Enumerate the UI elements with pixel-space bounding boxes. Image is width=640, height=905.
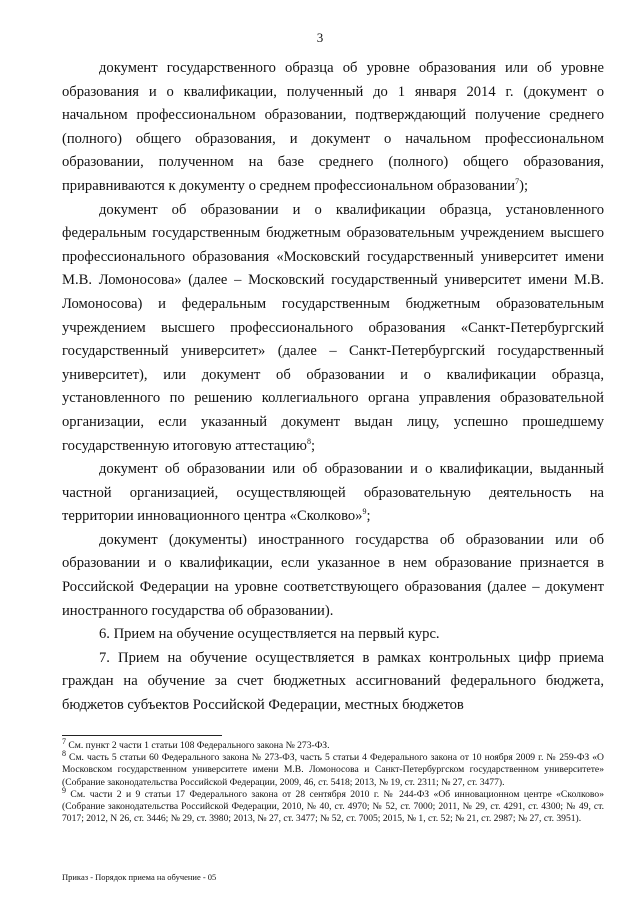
footnote-9: $^9$ См. части 2 и 9 статьи 17 Федерального закона от 28 сентября 2010 г. № 244-ФЗ «Об инновационном центре «Сколково» (Собрание законодательства Российской Федерации, 2010, № 40, ст. 4970; № 52, ст. 7000; 2011, № 29, ст. 4291, ст. 4300; № 49, ст. 7017; 2012, N 26, ст. 3446; № 29, ст. 3980; 2013, № 27, ст. 3477; № 52, ст. 7005; 2015, № 1, ст. 52; № 21, ст. 2987; № 27, ст. 3951). xyxy=(62,785,604,825)
footnote-7: $^7$ См. пункт 2 части 1 статьи 108 Федерального закона № 273-ФЗ. xyxy=(62,736,330,751)
page-number: 3 xyxy=(316,30,324,45)
footnotes xyxy=(62,736,604,825)
paragraph-1: документ государственного образца об уровне образования или об уровне образования и о квалификации, полученный до 1 января 2014 г. (документ о начальном профессиональном образовании, подтверждающий получение среднего (полного) общего образования, и документ о начальном профессиональном образовании, полученном на базе среднего (полного) общего образования, приравниваются к документу о среднем профессиональном образовании$^7$); xyxy=(62,60,604,194)
paragraph-2: документ об образовании и о квалификации образца, установленного федеральным государственным бюджетным образовательным учреждением высшего профессионального образования «Московский государственный университет имени М.В. Ломоносова» (далее – Московский государственный университет имени М.В. Ломоносова) и федеральным государственным бюджетным образовательным учреждением высшего профессионального образования «Санкт-Петербургский государственный университет» (далее – Санкт-Петербургский государственный университет), или документ об образовании и о квалификации образца, установленного по решению коллегиального органа управления образовательной организации, если указанный документ выдан лицу, успешно прошедшему государственную итоговую аттестацию$^8$; xyxy=(62,201,604,454)
footnote-ref-8: 8 xyxy=(306,436,311,446)
document-footer: Приказ - Порядок приема на обучение - 05 xyxy=(62,872,217,882)
footnote-ref-9: 9 xyxy=(362,507,367,517)
footnote-8: $^8$ См. часть 5 статьи 60 Федерального закона № 273-ФЗ, часть 5 статьи 4 Федерального закона от 10 ноября 2009 г. № 259-ФЗ «О Московском государственном университете имени М.В. Ломоносова и Санкт-Петербургском государственном университете» (Собрание законодательства Российской Федерации, 2009, 46, ст. 5418; 2013, № 19, ст. 2311; № 27, ст. 3477). xyxy=(62,749,604,788)
paragraph-6: 7. Прием на обучение осуществляется в рамках контрольных цифр приема граждан на обучение за счет бюджетных ассигнований федерального бюджета, бюджетов субъектов Российской Федерации, местных бюджетов xyxy=(62,649,604,714)
paragraph-4: документ (документы) иностранного государства об образовании или об образовании и о квалификации, если указанное в нем образование признается в Российской Федерации на уровне соответствующего образования (далее – документ иностранного государства об образовании). xyxy=(62,531,604,619)
footnote-separator xyxy=(62,735,222,736)
footnote-ref-7: 7 xyxy=(515,177,520,187)
document-body xyxy=(62,57,604,718)
paragraph-5: 6. Прием на обучение осуществляется на первый курс. xyxy=(99,626,440,643)
paragraph-3: документ об образовании или об образовании и о квалификации, выданный частной организацией, осуществляющей образовательную деятельность на территории инновационного центра «Сколково»$^9$; xyxy=(62,461,604,525)
